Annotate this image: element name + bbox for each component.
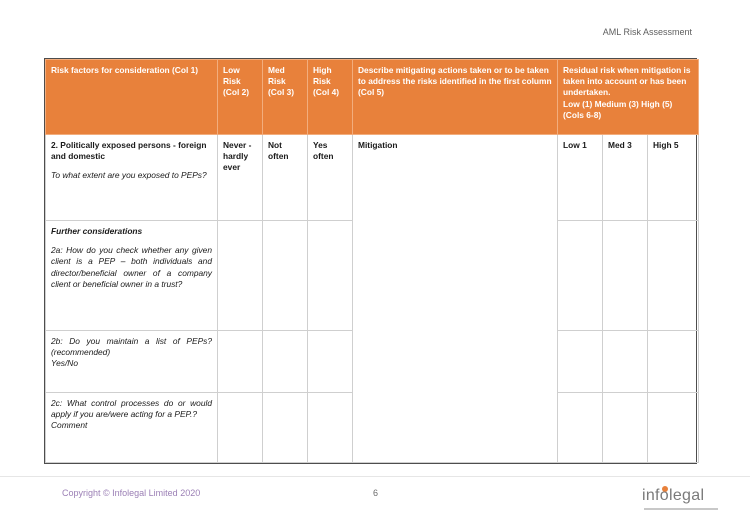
header-mitigation: Describe mitigating actions taken or to be taken to address the risks identified in the first column (Col 5) [353, 60, 558, 135]
table-header-row [46, 60, 699, 135]
mitigation-label: Mitigation [358, 140, 398, 150]
med-risk-cell [263, 135, 308, 221]
med-risk-cell[interactable] [263, 331, 308, 393]
residual-low-cell[interactable] [558, 331, 603, 393]
residual-med-label: Med 3 [608, 140, 632, 150]
residual-med-cell[interactable] [603, 221, 648, 331]
risk-factor-title: 2. Politically exposed persons - foreign and domestic [51, 140, 207, 162]
low-risk-cell[interactable] [218, 331, 263, 393]
question-2b-answer: Yes/No [51, 358, 79, 369]
risk-assessment-table [44, 58, 697, 464]
residual-med-cell[interactable] [603, 393, 648, 463]
question-2b-cell [46, 331, 218, 393]
header-low-risk: Low Risk (Col 2) [218, 60, 263, 135]
residual-low-cell [558, 135, 603, 221]
table-row [46, 135, 699, 221]
residual-high-cell[interactable] [648, 393, 699, 463]
med-risk-cell[interactable] [263, 393, 308, 463]
high-risk-cell[interactable] [308, 221, 353, 331]
question-2c: 2c: What control processes do or would apply if you are/were acting for a PEP.? [51, 398, 212, 420]
logo-tagline-bar [644, 508, 718, 510]
high-risk-value: Yes often [313, 140, 334, 162]
residual-low-label: Low 1 [563, 140, 587, 150]
footer-divider [0, 476, 750, 477]
low-risk-value: Never - hardly ever [223, 140, 252, 173]
header-high-risk: High Risk (Col 4) [308, 60, 353, 135]
logo-text: infolegal [642, 487, 705, 504]
med-risk-value: Not often [268, 140, 289, 162]
risk-factor-cell [46, 135, 218, 221]
footer-copyright: Copyright © Infolegal Limited 2020 [62, 488, 201, 498]
header-residual-risk [558, 60, 699, 135]
residual-low-cell[interactable] [558, 393, 603, 463]
page-number: 6 [373, 488, 379, 498]
residual-low-cell[interactable] [558, 221, 603, 331]
mitigation-cell[interactable] [353, 135, 558, 463]
risk-factor-question: To what extent are you exposed to PEPs? [51, 170, 207, 181]
low-risk-cell[interactable] [218, 393, 263, 463]
high-risk-cell [308, 135, 353, 221]
header-med-risk: Med Risk (Col 3) [263, 60, 308, 135]
residual-high-label: High 5 [653, 140, 679, 150]
med-risk-cell[interactable] [263, 221, 308, 331]
low-risk-cell [218, 135, 263, 221]
document-header-title: AML Risk Assessment [602, 27, 692, 37]
question-2b: 2b: Do you maintain a list of PEPs? (recommended) [51, 336, 212, 358]
further-considerations-heading: Further considerations [51, 226, 143, 236]
residual-high-cell [648, 135, 699, 221]
residual-med-cell [603, 135, 648, 221]
residual-high-cell[interactable] [648, 221, 699, 331]
question-2c-answer: Comment [51, 420, 88, 431]
high-risk-cell[interactable] [308, 393, 353, 463]
question-2a: 2a: How do you check whether any given client is a PEP – both individuals and director/beneficial owner of a company client or beneficial owner in a trust? [51, 245, 212, 289]
low-risk-cell[interactable] [218, 221, 263, 331]
header-residual-line2: Low (1) Medium (3) High (5) (Cols 6-8) [563, 98, 673, 120]
residual-high-cell[interactable] [648, 331, 699, 393]
high-risk-cell[interactable] [308, 331, 353, 393]
header-risk-factors: Risk factors for consideration (Col 1) [46, 60, 218, 135]
header-residual-line1: Residual risk when mitigation is taken into account or has been undertaken. [563, 65, 691, 98]
residual-med-cell[interactable] [603, 331, 648, 393]
infolegal-logo [642, 486, 722, 516]
further-considerations-cell [46, 221, 218, 331]
question-2c-cell [46, 393, 218, 463]
